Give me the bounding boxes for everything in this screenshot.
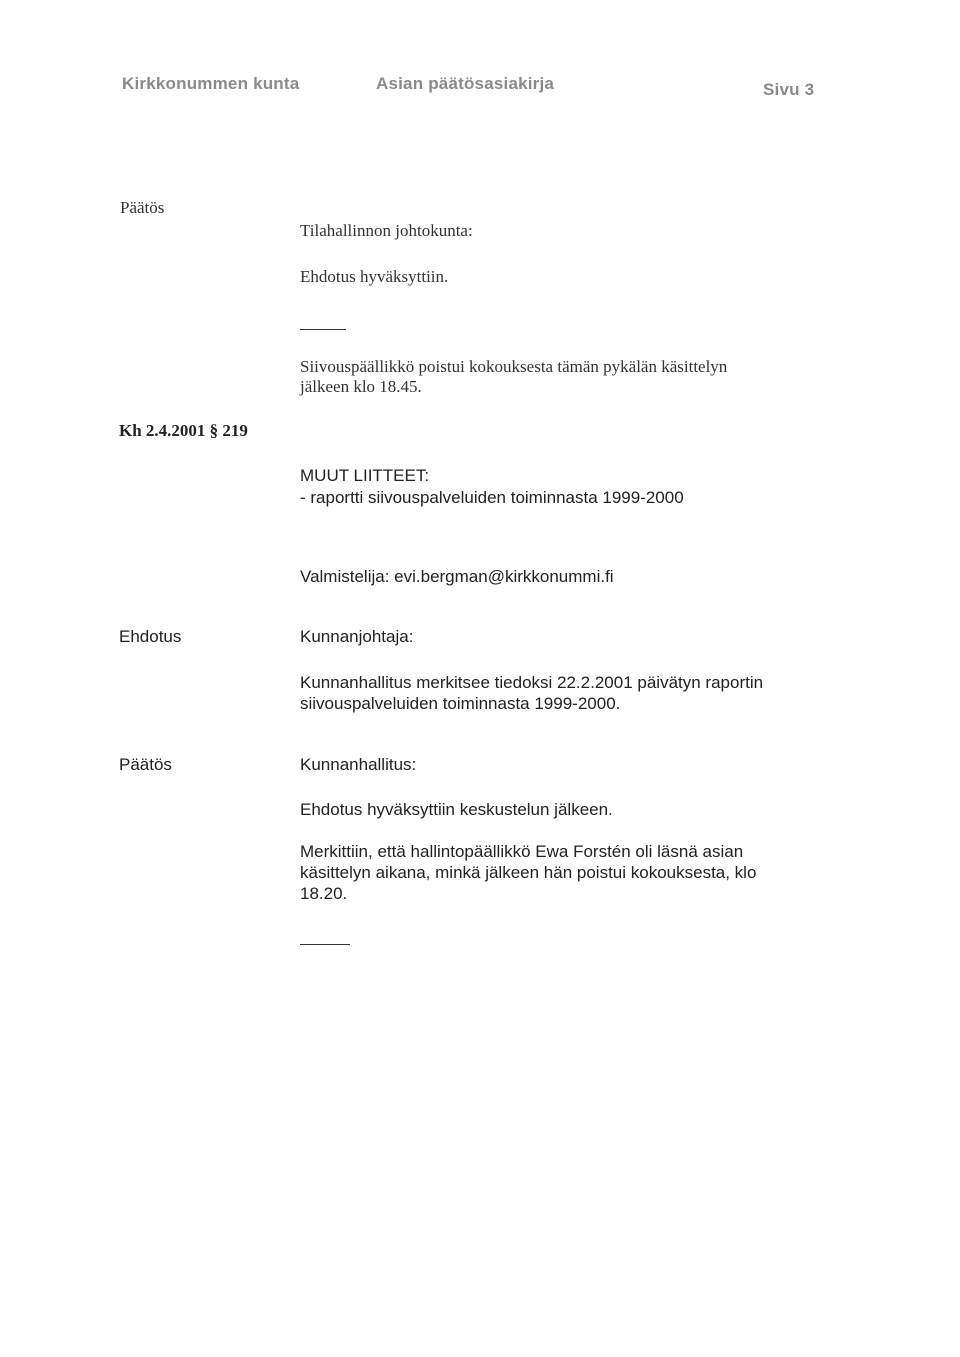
decision-note-line2: käsittelyn aikana, minkä jälkeen hän poistui kokouksesta, klo	[300, 863, 757, 882]
section1-note-line2: jälkeen klo 18.45.	[300, 377, 422, 396]
header-page-number: Sivu 3	[763, 80, 815, 99]
proposal-side-label: Ehdotus	[119, 627, 182, 646]
preparer-line: Valmistelija: evi.bergman@kirkkonummi.fi	[300, 567, 614, 586]
decision-note-line3: 18.20.	[300, 884, 348, 903]
attachments-title: MUUT LIITTEET:	[300, 466, 430, 485]
header-organization: Kirkkonummen kunta	[122, 74, 300, 93]
section1-body-title: Tilahallinnon johtokunta:	[300, 221, 473, 240]
meeting-reference: Kh 2.4.2001 § 219	[119, 421, 248, 440]
decision-side-label: Päätös	[119, 755, 172, 774]
proposal-line2: siivouspalveluiden toiminnasta 1999-2000.	[300, 694, 621, 713]
decision-title: Kunnanhallitus:	[300, 755, 417, 774]
separator-line	[300, 329, 346, 330]
decision-approval: Ehdotus hyväksyttiin keskustelun jälkeen.	[300, 800, 613, 819]
section1-note-line1: Siivouspäällikkö poistui kokouksesta tämän pykälän käsittelyn	[300, 357, 728, 376]
header-document-type: Asian päätösasiakirja	[376, 74, 555, 93]
proposal-title: Kunnanjohtaja:	[300, 627, 414, 646]
separator-line-end	[300, 944, 350, 945]
decision-note-line1: Merkittiin, että hallintopäällikkö Ewa Forstén oli läsnä asian	[300, 842, 744, 861]
section1-approval: Ehdotus hyväksyttiin.	[300, 267, 449, 286]
proposal-line1: Kunnanhallitus merkitsee tiedoksi 22.2.2001 päivätyn raportin	[300, 673, 764, 692]
attachments-item: - raportti siivouspalveluiden toiminnasta 1999-2000	[300, 488, 684, 507]
section1-side-label: Päätös	[120, 198, 165, 217]
